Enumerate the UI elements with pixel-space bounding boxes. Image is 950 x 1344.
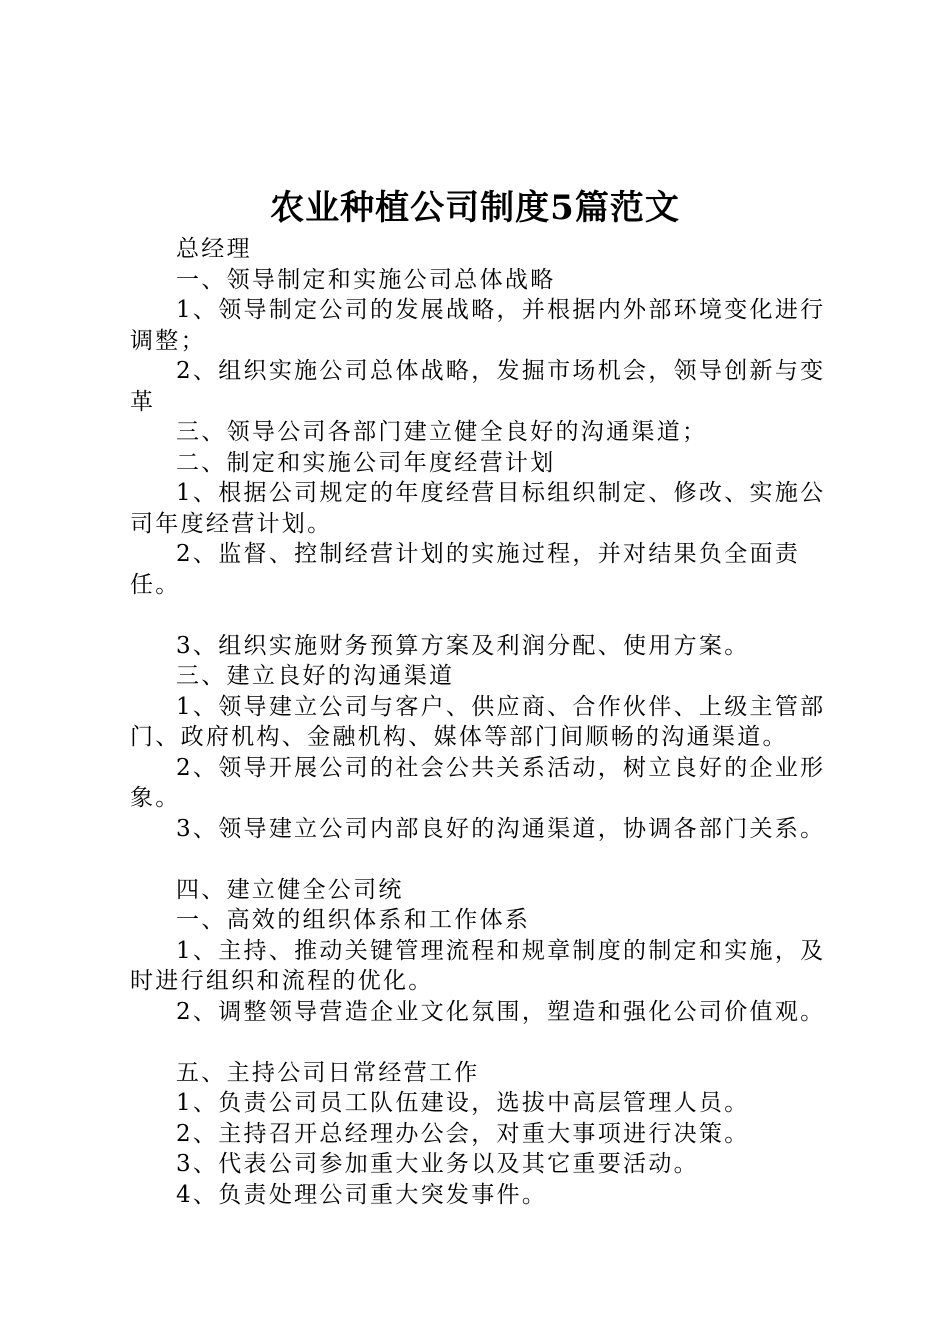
paragraph: 1、根据公司规定的年度经营目标组织制定、修改、实施公司年度经营计划。 (130, 480, 826, 537)
document-body (130, 234, 830, 1210)
paragraph: 3、组织实施财务预算方案及利润分配、使用方案。 (176, 632, 750, 659)
section-heading: 五、主持公司日常经营工作 (176, 1059, 480, 1086)
section-heading: 二、制定和实施公司年度经营计划 (176, 449, 556, 476)
blank-line (130, 1027, 830, 1058)
paragraph: 1、主持、推动关键管理流程和规章制度的制定和实施，及时进行组织和流程的优化。 (130, 937, 826, 994)
paragraph: 4、负责处理公司重大突发事件。 (176, 1181, 548, 1208)
section-heading: 一、领导制定和实施公司总体战略 (176, 266, 556, 293)
paragraph: 1、负责公司员工队伍建设，选拔中高层管理人员。 (176, 1090, 750, 1116)
section-heading: 三、建立良好的沟通渠道 (176, 663, 455, 689)
paragraph: 1、领导制定公司的发展战略，并根据内外部环境变化进行调整； (130, 297, 826, 354)
paragraph: 3、领导建立公司内部良好的沟通渠道，协调各部门关系。 (176, 815, 826, 842)
paragraph: 2、监督、控制经营计划的实施过程，并对结果负全面责任。 (130, 541, 801, 598)
section-heading: 四、建立健全公司统 (176, 876, 404, 903)
blank-line (130, 600, 830, 631)
paragraph: 三、领导公司各部门建立健全良好的沟通渠道； (176, 419, 708, 445)
paragraph: 2、组织实施公司总体战略，发掘市场机会，领导创新与变革 (130, 358, 826, 415)
paragraph: 1、领导建立公司与客户、供应商、合作伙伴、上级主管部门、政府机构、金融机构、媒体等部门间顺畅的沟通渠道。 (130, 693, 826, 750)
paragraph: 2、主持召开总经理办公会，对重大事项进行决策。 (176, 1120, 750, 1147)
paragraph: 2、领导开展公司的社会公共关系活动，树立良好的企业形象。 (130, 754, 826, 811)
blank-line (130, 844, 830, 875)
paragraph: 2、调整领导营造企业文化氛围，塑造和强化公司价值观。 (176, 998, 826, 1025)
document-title: 农业种植公司制度5篇范文 (270, 188, 680, 228)
section-heading: 一、高效的组织体系和工作体系 (176, 907, 531, 933)
paragraph: 3、代表公司参加重大业务以及其它重要活动。 (176, 1151, 699, 1177)
paragraph: 总经理 (176, 236, 252, 262)
